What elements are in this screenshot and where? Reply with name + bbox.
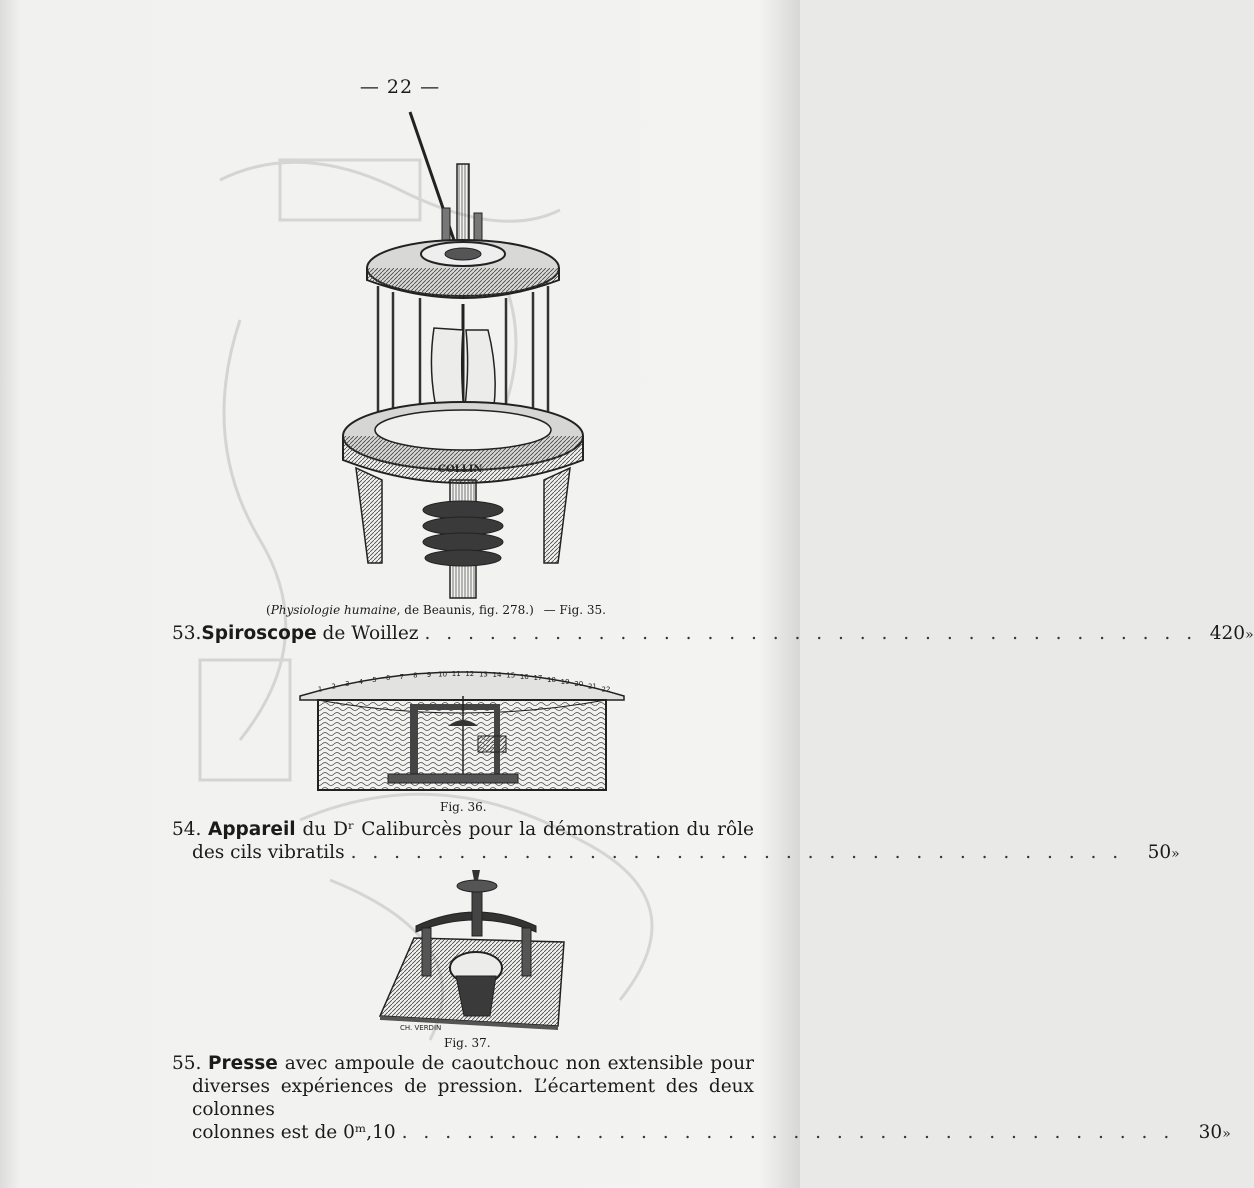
scale-number: 12 <box>465 670 475 678</box>
scale-number: 2 <box>331 682 336 691</box>
entry-53-price: 420 <box>1209 623 1246 644</box>
scale-number: 8 <box>413 671 418 680</box>
leader-dots: . . . . . . . . . . . . . . . . . . . . . . . . . . . . . . . . . . . . <box>401 1122 1175 1143</box>
entry-53-number: 53. <box>172 623 202 644</box>
entry-55-description-end: colonnes est de 0ᵐ,10 <box>192 1122 396 1143</box>
scale-number: 20 <box>574 680 584 689</box>
entry-54-price-unit: » <box>1171 846 1180 862</box>
entry-55-description-cont: diverses expériences de pression. L’écartement des deux colonnes <box>192 1076 754 1120</box>
entry-55-name: Presse <box>208 1053 278 1074</box>
scale-number: 1 <box>317 685 323 694</box>
entry-55 <box>172 1052 1231 1146</box>
entry-55-number: 55. <box>172 1053 202 1074</box>
scale-number: 6 <box>385 674 391 683</box>
entry-54-number: 54. <box>172 819 202 840</box>
scale-number: 21 <box>587 682 597 691</box>
entry-53 <box>172 622 1254 647</box>
leader-dots: . . . . . . . . . . . . . . . . . . . . . . . . . . . . . . . . . . . . <box>424 623 1198 644</box>
scale-number: 3 <box>344 680 350 689</box>
press-engraving <box>372 868 572 1034</box>
scale-number: 5 <box>372 675 377 684</box>
caption-source-title: Physiologie humaine <box>270 603 397 617</box>
ciliary-apparatus-engraving <box>298 656 628 794</box>
entry-53-description: de Woillez <box>322 623 419 644</box>
spiroscope-engraving <box>338 108 593 600</box>
entry-54-name: Appareil <box>208 819 296 840</box>
scale-number: 14 <box>492 670 502 679</box>
entry-55-price-unit: » <box>1222 1126 1231 1142</box>
page-number: — 22 — <box>359 76 441 98</box>
maker-mark: COLLIN <box>438 464 483 475</box>
entry-54-description-cont: des cils vibratils <box>192 842 345 863</box>
scale-number: 16 <box>519 672 529 681</box>
scale-number: 10 <box>438 670 448 679</box>
entry-54 <box>172 818 1180 866</box>
entry-53-name: Spiroscope <box>201 623 317 644</box>
scale-number: 18 <box>547 675 556 684</box>
figure-35-number: — Fig. 35. <box>543 603 606 617</box>
entry-54-price: 50 <box>1147 842 1172 863</box>
scale-number: 15 <box>506 671 516 680</box>
leader-dots: . . . . . . . . . . . . . . . . . . . . . . . . . . . . . . . . . . . . <box>350 842 1124 863</box>
entry-53-price-unit: » <box>1245 627 1254 643</box>
scale-number: 11 <box>451 670 461 678</box>
scale-number: 19 <box>560 677 570 686</box>
scale-number: 13 <box>478 670 488 679</box>
figure-35-caption: (Physiologie humaine, de Beaunis, fig. 278.) — Fig. 35. <box>266 603 606 617</box>
entry-55-price: 30 <box>1198 1122 1223 1143</box>
maker-mark: CH. VERDIN <box>400 1024 442 1032</box>
figure-36-caption: Fig. 36. <box>440 800 487 814</box>
scale-number: 7 <box>399 672 404 681</box>
entry-54-description: du Dʳ Caliburcès pour la démonstration du rôle <box>302 819 754 840</box>
figure-37-caption: Fig. 37. <box>444 1036 491 1050</box>
scale-number: 4 <box>358 677 364 686</box>
entry-55-description: avec ampoule de caoutchouc non extensible pour <box>284 1053 754 1074</box>
scale-number: 22 <box>601 685 611 694</box>
scale-number: 17 <box>533 674 543 683</box>
scale-number: 9 <box>426 670 432 679</box>
caption-source-rest: , de Beaunis, fig. 278.) <box>396 603 534 617</box>
